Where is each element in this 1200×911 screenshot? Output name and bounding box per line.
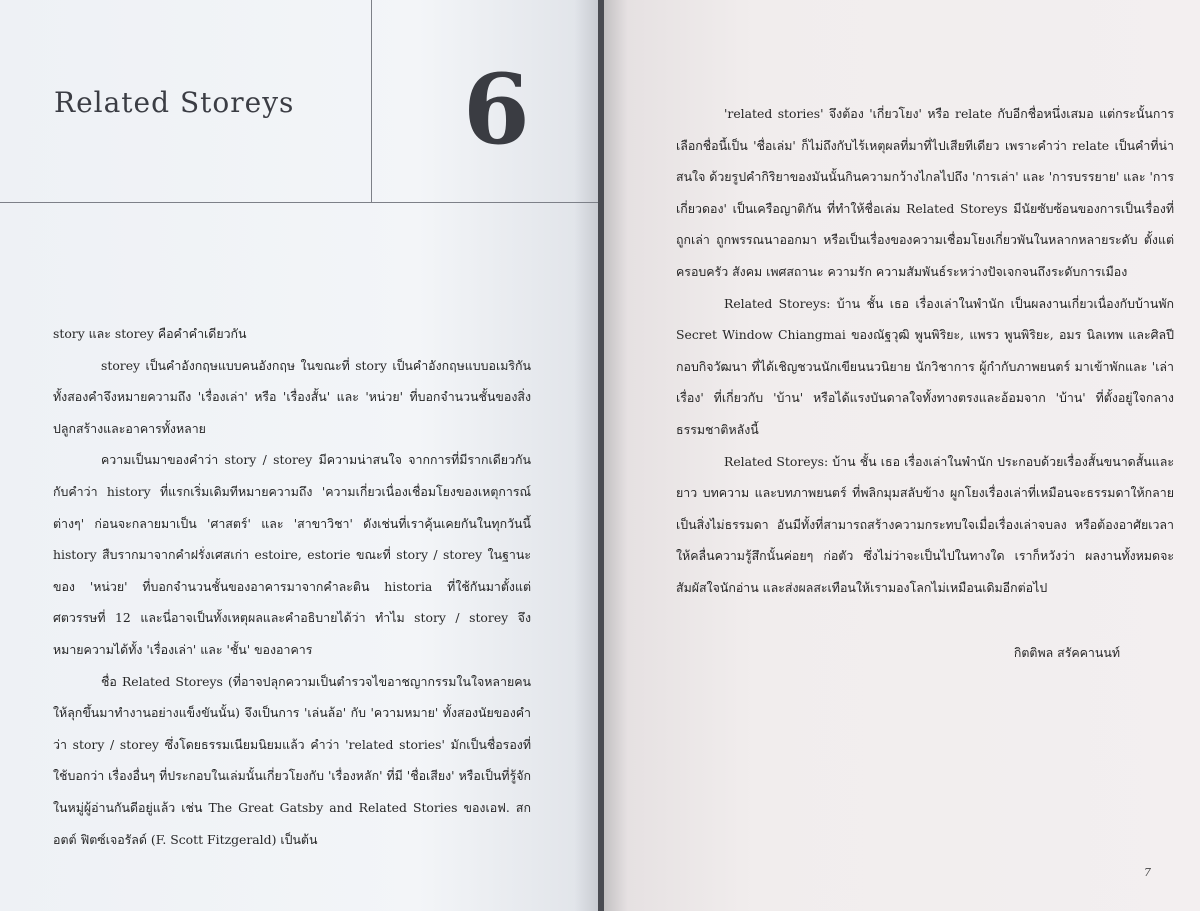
header-divider-horizontal [0, 202, 598, 203]
left-page [0, 0, 598, 911]
paragraph: story และ storey คือคำคำเดียวกัน [53, 326, 247, 341]
right-page-body [676, 98, 1174, 604]
paragraph: 'related stories' จึงต้อง 'เกี่ยวโยง' หรือ relate กับอีกชื่อหนึ่งเสมอ แต่กระนั้นการเลือกชื่อนี้เป็น 'ชื่อเล่ม' ก็ไม่ถึงกับไร้เหตุผลที่มาที่ไปเสียทีเดียว เพราะคำว่า relate เป็นคำที่น่าสนใจ ด้วยรูปคำกิริยาของมันนั้นกินความกว้างไกลไปถึง 'การเล่า' และ 'การบรรยาย' และ 'การเกี่ยวดอง' เป็นเครือญาติกัน ที่ทำให้ชื่อเล่ม Related Storeys มีนัยซับซ้อนของการเป็นเรื่องที่ถูกเล่า ถูกพรรณนาออกมา หรือเป็นเรื่องของความเชื่อมโยงเกี่ยวพันในหลากหลายระดับ ตั้งแต่ครอบครัว สังคม เพศสถานะ ความรัก ความสัมพันธ์ระหว่างปัจเจกจนถึงระดับการเมือง [676, 106, 1174, 279]
paragraph: storey เป็นคำอังกฤษแบบคนอังกฤษ ในขณะที่ story เป็นคำอังกฤษแบบอเมริกัน ทั้งสองคำจึงหมายความถึง 'เรื่องเล่า' หรือ 'เรื่องสั้น' และ 'หน่วย' ที่บอกจำนวนชั้นของสิ่งปลูกสร้างและอาคารทั้งหลาย [53, 357, 531, 436]
chapter-number: 6 [463, 53, 530, 166]
page-number: 7 [1144, 866, 1151, 879]
paragraph: Related Storeys: บ้าน ชั้น เธอ เรื่องเล่าในพำนัก เป็นผลงานเกี่ยวเนื่องกับบ้านพัก Secret Window Chiangmai ของณัฐวุฒิ พูนพิริยะ, แพรว พูนพิริยะ, อมร นิลเทพ และศิลปี กอบกิจวัฒนา ที่ได้เชิญชวนนักเขียนนวนิยาย นักวิชาการ ผู้กำกับภาพยนตร์ มาเข้าพักและ 'เล่าเรื่อง' ที่เกี่ยวกับ 'บ้าน' หรือได้แรงบันดาลใจทั้งทางตรงและอ้อมจาก 'บ้าน' ที่ตั้งอยู่ใจกลางธรรมชาติหลังนี้ [676, 295, 1174, 437]
paragraph: Related Storeys: บ้าน ชั้น เธอ เรื่องเล่าในพำนัก ประกอบด้วยเรื่องสั้นขนาดสั้นและยาว บทความ และบทภาพยนตร์ ที่พลิกมุมสลับข้าง ผูกโยงเรื่องเล่าที่เหมือนจะธรรมดาให้กลายเป็นสิ่งไม่ธรรมดา อันมีทั้งที่สามารถสร้างความกระทบใจเมื่อเรื่องเล่าจบลง หรือต้องอาศัยเวลาให้คลื่นความรู้สึกนั้นค่อยๆ ก่อตัว ซึ่งไม่ว่าจะเป็นไปในทางใด เราก็หวังว่า ผลงานทั้งหมดจะสัมผัสใจนักอ่าน และส่งผลสะเทือนให้เรามองโลกไม่เหมือนเดิมอีกต่อไป [676, 453, 1174, 595]
right-page [604, 0, 1200, 911]
paragraph: ชื่อ Related Storeys (ที่อาจปลุกความเป็นตำรวจไขอาชญากรรมในใจหลายคนให้ลุกขึ้นมาทำงานอย่างแข็งขันนั้น) จึงเป็นการ 'เล่นล้อ' กับ 'ความหมาย' ทั้งสองนัยของคำว่า story / storey ซึ่งโดยธรรมเนียมนิยมแล้ว คำว่า 'related stories' มักเป็นชื่อรองที่ใช้บอกว่า เรื่องอื่นๆ ที่ประกอบในเล่มนั้นเกี่ยวโยงกับ 'เรื่องหลัก' ที่มี 'ชื่อเสียง' หรือเป็นที่รู้จักในหมู่ผู้อ่านกันดีอยู่แล้ว เช่น The Great Gatsby and Related Stories ของเอฟ. สกอตต์ ฟิตซ์เจอรัลด์ (F. Scott Fitzgerald) เป็นต้น [53, 673, 531, 847]
header-divider-vertical [371, 0, 372, 203]
chapter-title: Related Storeys [54, 86, 295, 119]
left-page-body [53, 318, 531, 855]
author-signature: กิตติพล สรัคคานนท์ [1013, 645, 1120, 660]
paragraph: ความเป็นมาของคำว่า story / storey มีความน่าสนใจ จากการที่มีรากเดียวกันกับคำว่า history ที่แรกเริ่มเดิมทีหมายความถึง 'ความเกี่ยวเนื่องเชื่อมโยงของเหตุการณ์ต่างๆ' ก่อนจะกลายมาเป็น 'ศาสตร์' และ 'สาขาวิชา' ดังเช่นที่เราคุ้นเคยกันในทุกวันนี้ history สืบรากมาจากคำฝรั่งเศสเก่า estoire, estorie ขณะที่ story / storey ในฐานะของ 'หน่วย' ที่บอกจำนวนชั้นของอาคารมาจากคำละติน historia ที่ใช้กันมาตั้งแต่ศตวรรษที่ 12 และนี่อาจเป็นทั้งเหตุผลและคำอธิบายได้ว่า ทำไม story / storey จึงหมายความได้ทั้ง 'เรื่องเล่า' และ 'ชั้น' ของอาคาร [53, 452, 531, 657]
